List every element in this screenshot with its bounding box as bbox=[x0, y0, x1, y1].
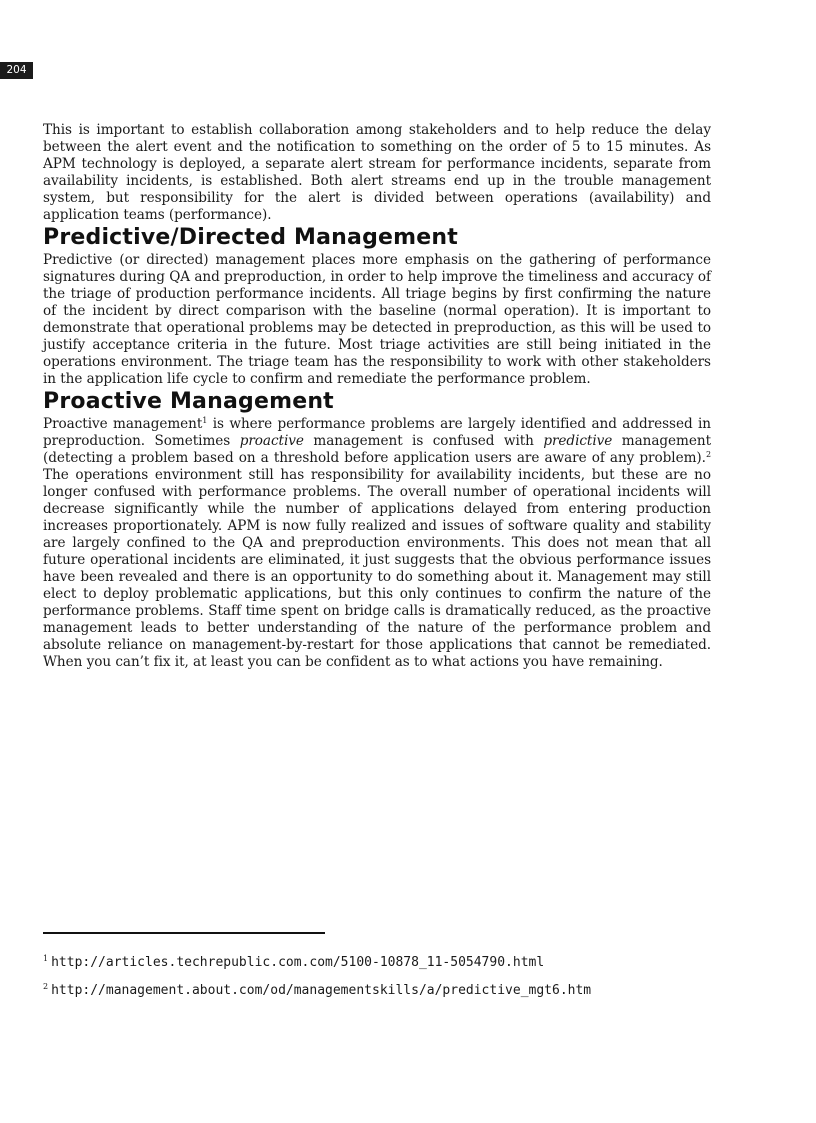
page-number: 204 bbox=[0, 62, 33, 79]
heading-proactive-management: Proactive Management bbox=[43, 389, 334, 414]
footnote-1-link[interactable]: http://articles.techrepublic.com.com/5100-10878_11-5054790.html bbox=[51, 955, 545, 970]
footnote-1 bbox=[43, 955, 544, 971]
proactive-text-1: Proactive management bbox=[43, 416, 203, 432]
footnote-ref-2[interactable]: 2 bbox=[705, 450, 711, 459]
footnote-1-mark: 1 bbox=[43, 954, 49, 963]
page-content bbox=[43, 122, 711, 671]
footnote-2-link[interactable]: http://management.about.com/od/managementskills/a/predictive_mgt6.htm bbox=[51, 983, 592, 998]
proactive-emphasis: proactive bbox=[239, 433, 304, 449]
proactive-text-2: is where performance problems are largely identified and addressed in preproduction. Sometimes bbox=[43, 416, 712, 449]
footnote-2 bbox=[43, 983, 591, 999]
footnote-divider bbox=[43, 932, 325, 934]
heading-predictive-management: Predictive/Directed Management bbox=[43, 225, 458, 250]
footnote-2-mark: 2 bbox=[43, 982, 49, 991]
predictive-emphasis: predictive bbox=[543, 433, 613, 449]
proactive-text-3: management is confused with bbox=[303, 433, 544, 449]
footnote-ref-1[interactable]: 1 bbox=[202, 416, 208, 425]
proactive-paragraph bbox=[43, 416, 711, 671]
intro-paragraph: This is important to establish collaboration among stakeholders and to help reduce the delay between the alert event and the notification to something on the order of 5 to 15 minutes. As APM technology is deployed, a separate alert stream for performance incidents, separate from availability incidents, is established. Both alert streams end up in the trouble management system, but responsibility for the alert is divided between operations (availability) and application teams (performance). bbox=[43, 122, 711, 223]
proactive-text-5: The operations environment still has responsibility for availability incidents, but these are no longer confused with performance problems. The overall number of operational incidents will decrease significantly while the number of applications delayed from entering production increases proportionately. APM is now fully realized and issues of software quality and stability are largely confined to the QA and preproduction environments. This does not mean that all future operational incidents are eliminated, it just suggests that the obvious performance issues have been revealed and there is an opportunity to do something about it. Management may still elect to deploy problematic applications, but this only continues to confirm the nature of the performance problems. Staff time spent on bridge calls is dramatically reduced, as the proactive management leads to better understanding of the nature of the performance problem and absolute reliance on management-by-restart for those applications that cannot be remediated. When you can’t fix it, at least you can be confident as to what actions you have remaining. bbox=[43, 467, 711, 670]
predictive-paragraph: Predictive (or directed) management places more emphasis on the gathering of performance signatures during QA and preproduction, in order to help improve the timeliness and accuracy of the triage of production performance incidents. All triage begins by first confirming the nature of the incident by direct comparison with the baseline (normal operation). It is important to demonstrate that operational problems may be detected in preproduction, as this will be used to justify acceptance criteria in the future. Most triage activities are still being initiated in the operations environment. The triage team has the responsibility to work with other stakeholders in the application life cycle to confirm and remediate the performance problem. bbox=[43, 252, 711, 387]
proactive-text-4: management (detecting a problem based on a threshold before application users are aware of any problem). bbox=[43, 433, 711, 466]
